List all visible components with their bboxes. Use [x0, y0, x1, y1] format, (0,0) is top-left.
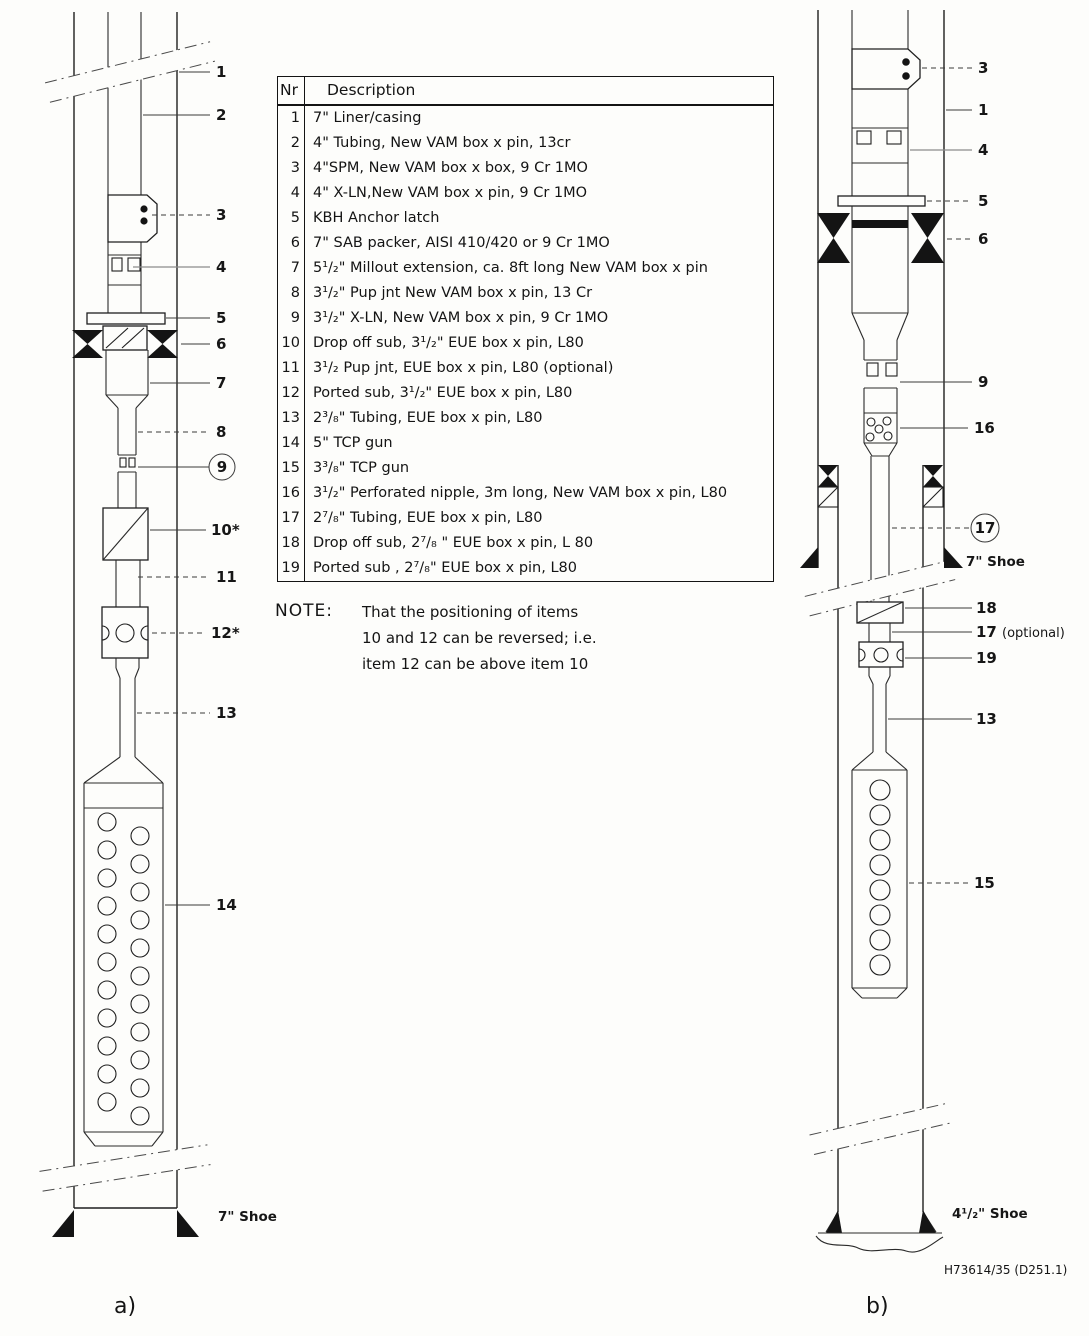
table-row — [278, 206, 774, 231]
note-line-2: 10 and 12 can be reversed; i.e. — [362, 629, 597, 647]
callout-b-13: 13 — [976, 710, 997, 728]
part-number: 2 — [278, 131, 305, 156]
part-description: Ported sub , 2⁷/₈" EUE box x pin, L80 — [313, 560, 577, 576]
spm-a — [108, 195, 157, 242]
tcp-gun-5in-a — [84, 757, 163, 1146]
caption-a: a) — [114, 1294, 137, 1319]
callout-b-1: 1 — [978, 101, 989, 119]
part-number: 1 — [278, 105, 305, 131]
tubing-4in-b — [852, 10, 908, 196]
parts-table — [277, 76, 774, 582]
part-number: 4 — [278, 181, 305, 206]
packer-a — [72, 326, 178, 358]
table-row — [278, 506, 774, 531]
part-description: 7" SAB packer, AISI 410/420 or 9 Cr 1MO — [313, 235, 610, 251]
table-row — [278, 131, 774, 156]
callout-b-9: 9 — [978, 373, 989, 391]
callout-a-4: 4 — [216, 258, 227, 276]
table-row — [278, 156, 774, 181]
note-text — [362, 599, 597, 677]
xln-4in-b — [852, 128, 908, 163]
table-row — [278, 381, 774, 406]
table-row — [278, 281, 774, 306]
part-number: 6 — [278, 231, 305, 256]
ported-sub-a — [102, 607, 148, 658]
part-description: 7" Liner/casing — [313, 110, 422, 126]
part-description: 5¹/₂" Millout extension, ca. 8ft long New VAM box x pin — [313, 260, 708, 276]
table-row — [278, 306, 774, 331]
part-description: 4" Tubing, New VAM box x pin, 13cr — [313, 135, 571, 151]
part-description: 3³/₈" TCP gun — [313, 460, 410, 476]
xln-35-b — [864, 360, 897, 413]
callout-a-10: 10* — [211, 521, 240, 539]
xln-4in-a — [108, 255, 141, 285]
part-number: 12 — [278, 381, 305, 406]
callout-a-14: 14 — [216, 896, 237, 914]
pup-joint-11-a — [116, 560, 140, 607]
part-number: 15 — [278, 456, 305, 481]
callout-a-9: 9 — [216, 458, 228, 476]
spm-port-dot — [902, 72, 910, 80]
note-line-3: item 12 can be above item 10 — [362, 655, 589, 673]
pup-optional-b — [869, 623, 890, 642]
callout-b-18: 18 — [976, 599, 997, 617]
callout-b-3: 3 — [978, 59, 989, 77]
drop-off-sub-a — [103, 508, 148, 560]
callout-a-2: 2 — [216, 106, 227, 124]
tubing-4in-a — [108, 12, 141, 313]
callouts-a — [133, 63, 277, 1225]
millout-extension-b — [852, 263, 908, 360]
part-description: 2⁷/₈" Tubing, EUE box x pin, L80 — [313, 510, 543, 526]
shoe-label-7in-b: 7" Shoe — [966, 554, 1025, 570]
table-row — [278, 181, 774, 206]
callout-b-15: 15 — [974, 874, 995, 892]
table-row — [278, 231, 774, 256]
part-description: 2³/₈" Tubing, EUE box x pin, L80 — [313, 410, 543, 426]
callout-b-16: 16 — [974, 419, 995, 437]
spm-port-dot — [140, 217, 147, 224]
part-number: 16 — [278, 481, 305, 506]
tcp-gun-338-b — [852, 752, 907, 998]
spm-port-dot — [902, 58, 910, 66]
part-number: 10 — [278, 331, 305, 356]
packer-b — [817, 206, 944, 263]
part-number: 19 — [278, 556, 305, 582]
anchor-latch-b — [838, 196, 925, 206]
part-description: 3¹/₂" Pup jnt New VAM box x pin, 13 Cr — [313, 285, 593, 301]
header-description: Description — [305, 77, 774, 106]
table-row — [278, 431, 774, 456]
callout-a-8: 8 — [216, 423, 227, 441]
callout-b-17: 17 — [974, 519, 996, 537]
callout-a-12: 12* — [211, 624, 240, 642]
xln-35-a — [118, 455, 136, 508]
tubing-238-a — [116, 658, 139, 757]
table-row — [278, 556, 774, 582]
part-number: 3 — [278, 156, 305, 181]
ported-sub-b — [859, 642, 903, 667]
table-row — [278, 331, 774, 356]
callout-a-7: 7 — [216, 374, 227, 392]
spm-port-dot — [140, 205, 147, 212]
table-row — [278, 531, 774, 556]
rock-line — [816, 1236, 943, 1252]
callout-a-6: 6 — [216, 335, 227, 353]
drawing-reference: H73614/35 (D251.1) — [944, 1263, 1068, 1277]
part-number: 14 — [278, 431, 305, 456]
part-description: Drop off sub, 3¹/₂" EUE box x pin, L80 — [313, 335, 584, 351]
part-description: 4" X-LN,New VAM box x pin, 9 Cr 1MO — [313, 185, 588, 201]
part-description: 4"SPM, New VAM box x box, 9 Cr 1MO — [313, 160, 588, 176]
liner-hanger-b — [818, 465, 943, 507]
schematic-b — [800, 10, 1065, 1252]
note-label: NOTE: — [275, 601, 333, 621]
caption-b: b) — [866, 1294, 889, 1319]
callout-a-1: 1 — [216, 63, 227, 81]
part-description: 3¹/₂" X-LN, New VAM box x pin, 9 Cr 1MO — [313, 310, 609, 326]
optional-suffix: (optional) — [1002, 626, 1065, 641]
part-description: KBH Anchor latch — [313, 210, 440, 226]
table-row — [278, 406, 774, 431]
callout-b-6: 6 — [978, 230, 989, 248]
table-row — [278, 356, 774, 381]
table-header-row — [278, 77, 774, 106]
part-number: 7 — [278, 256, 305, 281]
callout-b-5: 5 — [978, 192, 989, 210]
break-line-b-bottom — [810, 1104, 951, 1155]
part-number: 11 — [278, 356, 305, 381]
casing-shoe-7in-a — [52, 1208, 199, 1237]
drop-off-sub-b — [857, 602, 903, 623]
part-description: Ported sub, 3¹/₂" EUE box x pin, L80 — [313, 385, 573, 401]
table-row — [278, 105, 774, 131]
part-number: 13 — [278, 406, 305, 431]
table-row — [278, 456, 774, 481]
schematic-a — [39, 12, 276, 1237]
spm-b — [852, 49, 920, 89]
part-description: 5" TCP gun — [313, 435, 393, 451]
pup-joint-a — [118, 408, 136, 455]
gun-charges-b — [870, 780, 890, 975]
perforated-nipple-b — [864, 413, 897, 456]
millout-extension-a — [106, 350, 148, 408]
break-line-a-bottom — [39, 1145, 210, 1191]
liner-shoe-45-b — [816, 1210, 943, 1252]
shoe-label-a: 7" Shoe — [218, 1209, 277, 1225]
callout-a-5: 5 — [216, 309, 227, 327]
callout-a-3: 3 — [216, 206, 227, 224]
part-description: 3¹/₂" Perforated nipple, 3m long, New VAM box x pin, L80 — [313, 485, 728, 501]
table-row — [278, 256, 774, 281]
callout-b-17-optional: 17 — [976, 623, 997, 641]
part-description: 3¹/₂ Pup jnt, EUE box x pin, L80 (optional) — [313, 360, 614, 376]
casing-7in-b — [818, 10, 944, 568]
part-description: Drop off sub, 2⁷/₈ " EUE box x pin, L 80 — [313, 535, 594, 551]
shoe-label-45-b: 4¹/₂" Shoe — [952, 1206, 1028, 1222]
part-number: 8 — [278, 281, 305, 306]
callout-b-4: 4 — [978, 141, 989, 159]
header-nr: Nr — [278, 77, 305, 106]
callout-a-13: 13 — [216, 704, 237, 722]
part-number: 5 — [278, 206, 305, 231]
part-number: 18 — [278, 531, 305, 556]
part-number: 9 — [278, 306, 305, 331]
callout-a-11: 11 — [216, 568, 237, 586]
callout-b-19: 19 — [976, 649, 997, 667]
callouts-b — [888, 59, 1065, 1222]
gun-charges-a — [98, 813, 149, 1125]
tubing-238-b — [869, 667, 890, 752]
note-line-1: That the positioning of items — [362, 603, 579, 621]
table-row — [278, 481, 774, 506]
part-number: 17 — [278, 506, 305, 531]
anchor-latch-a — [87, 313, 165, 324]
